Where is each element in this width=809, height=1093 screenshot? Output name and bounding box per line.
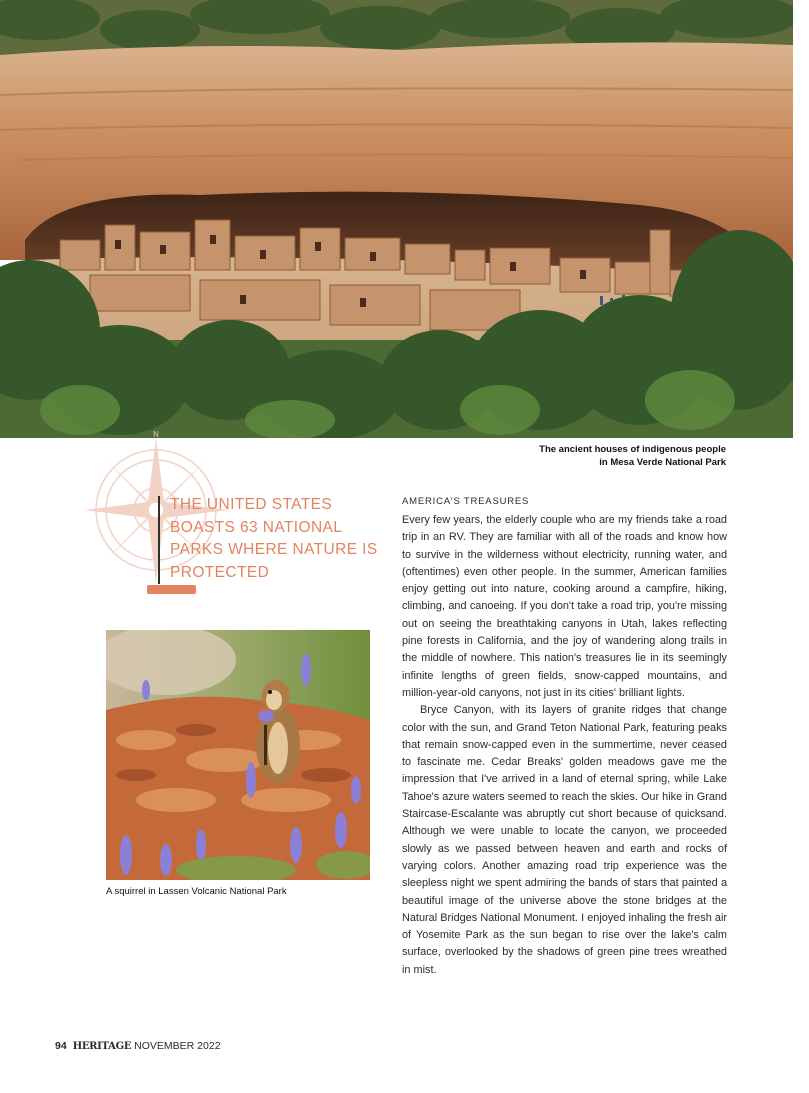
squirrel-lassen-image	[106, 630, 370, 880]
issue-date: NOVEMBER 2022	[134, 1040, 221, 1052]
hero-caption-line2: in Mesa Verde National Park	[599, 457, 726, 468]
article-paragraph-1: Every few years, the elderly couple who are my friends take a road trip in an RV. They are familiar with all of the roads and know how to survive in the wilderness without electricity, running water, and (oftentimes) even other people. In the summer, American families enjoy getting out into nature, cooking around a campfire, hiking, climbing, and canoeing. If you don't take a road trip, you're missing out on seeing the breathtaking canyons in Utah, lakes reflecting pine forests in California, and the joy of wandering along trails in the middle of nowhere. This nation's treasures lie in its seemingly infinite lengths of green fields, snow-capped mountains, and million-year-old canyons, not just in its cities' brilliant lights.	[402, 514, 727, 699]
pull-quote: THE UNITED STATES BOASTS 63 NATIONAL PARKS WHERE NATURE IS PROTECTED	[170, 496, 378, 581]
squirrel-photo	[106, 630, 370, 880]
section-heading: AMERICA'S TREASURES	[402, 496, 530, 507]
squirrel-caption: A squirrel in Lassen Volcanic National Park	[106, 886, 287, 897]
pull-quote-rule	[158, 496, 160, 584]
hero-photo	[0, 0, 793, 438]
article-paragraph-2: Bryce Canyon, with its layers of granite ridges that change color with the sun, and Grand Teton National Park, featuring peaks that remain snow-capped even in the summertime, never ceased to fascinate me. Cedar Breaks' golden meadows gave me the impression that I've arrived in a land of eternal spring, while Lake Tahoe's azure waters seemed to reach the skies. Our hike in Grand Staircase-Escalante was abruptly cut short because of quicksand. Although we were unable to locate the canyon, we proceeded slowly as we passed between heaven and earth and rocks of varying colors. Another amazing road trip experience was the sleepless night we spent admiring the bands of stars that painted a beautiful image of the universe above the stone bridges at the Natural Bridges National Monument. I enjoyed inhaling the fresh air of Yosemite Park as the sun began to rise over the lake's calm surface, overlooked by the shadows of green pine trees wreathed in mist.	[402, 704, 727, 976]
pull-quote-accent-bar	[147, 585, 196, 594]
hero-caption	[466, 443, 726, 469]
article-body	[402, 512, 727, 979]
page-number: 94	[55, 1040, 67, 1052]
mesa-verde-cliff-palace-image	[0, 0, 793, 438]
hero-caption-line1: The ancient houses of indigenous people	[539, 444, 726, 455]
compass-label-n: N	[153, 430, 159, 439]
magazine-logo: HERITAGE	[72, 1041, 132, 1052]
page-footer	[55, 1040, 221, 1052]
